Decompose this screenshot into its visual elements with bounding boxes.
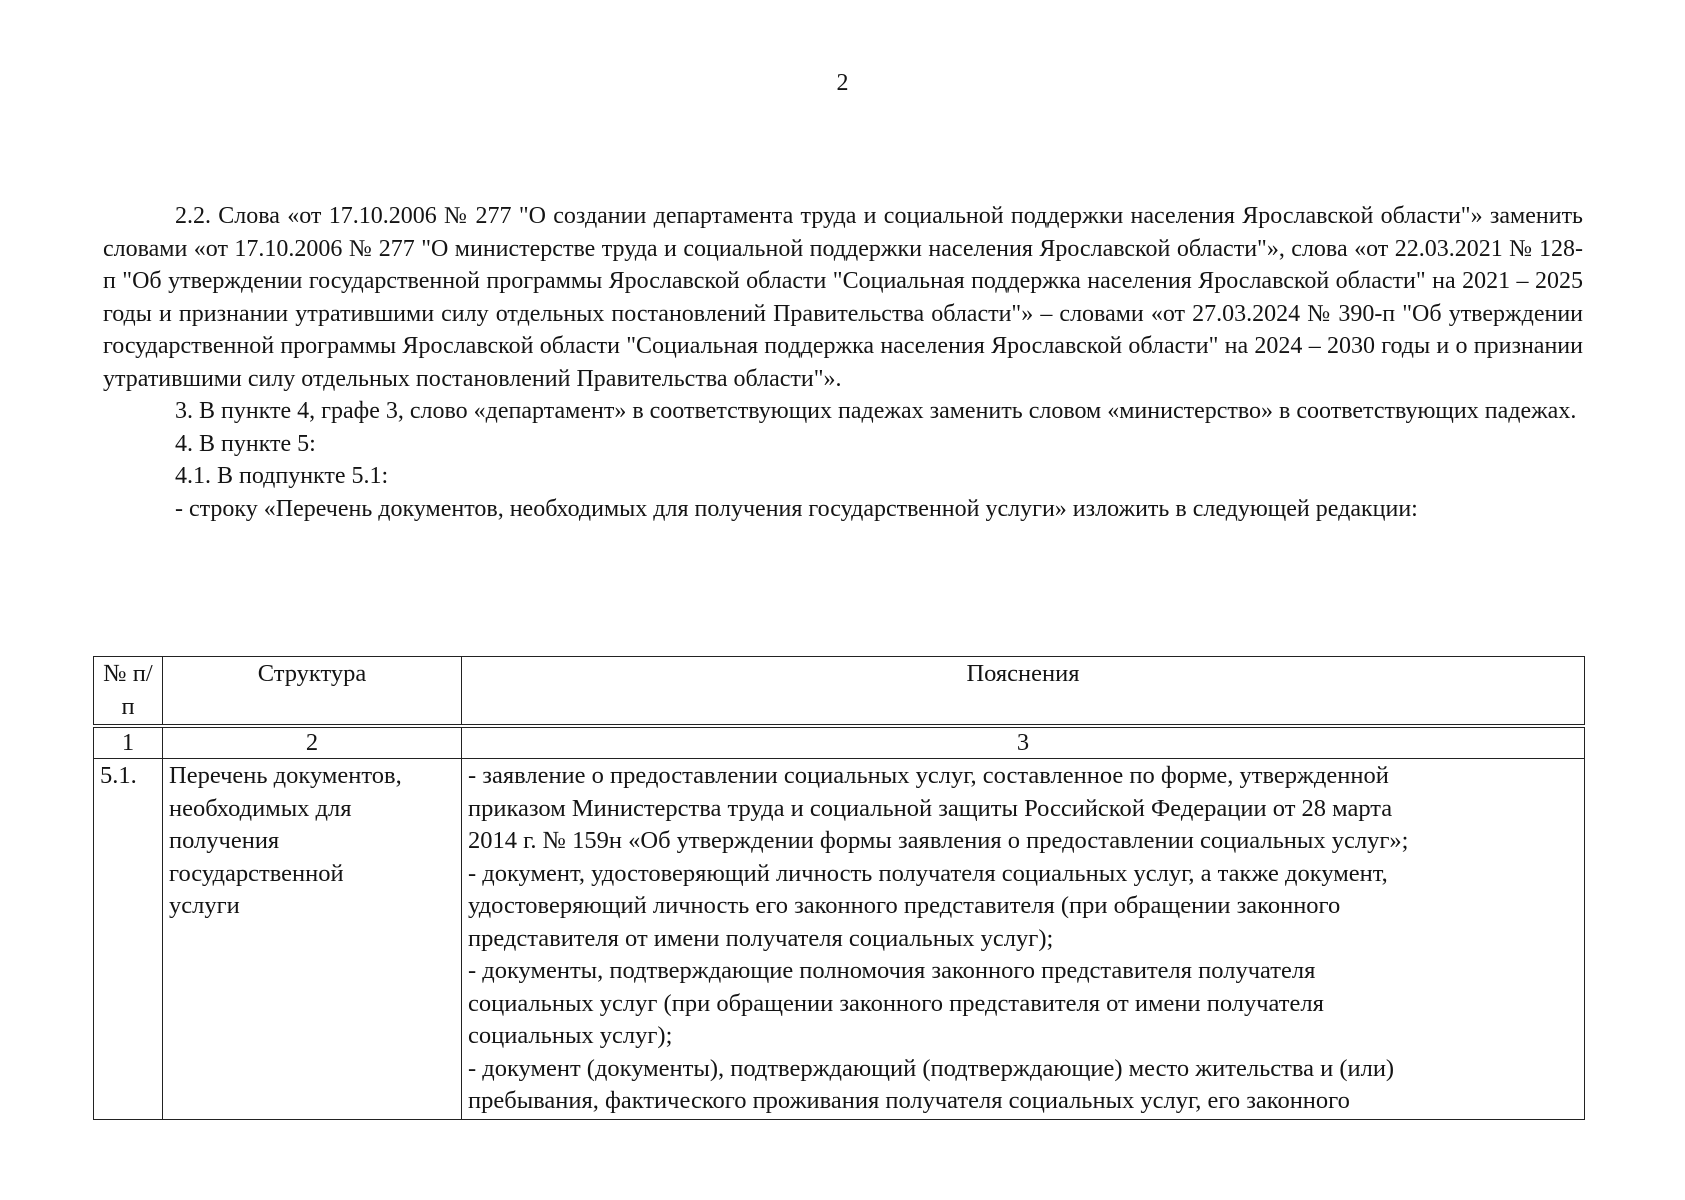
paragraph-4-1: 4.1. В подпункте 5.1: <box>175 463 389 489</box>
paragraph-4: 4. В пункте 5: <box>175 430 316 457</box>
explanation-line: приказом Министерства труда и социальной защиты Российской Федерации от 28 марта <box>468 794 1393 822</box>
page-number: 2 <box>836 70 849 96</box>
explanation-line: социальных услуг); <box>468 1022 673 1049</box>
header-structure: Структура <box>163 657 462 727</box>
row-structure <box>163 759 462 1120</box>
structure-line: государственной <box>169 859 344 887</box>
explanation-line: удостоверяющий личность его законного представителя (при обращении законного <box>468 892 1341 919</box>
explanation-line: 2014 г. № 159н «Об утверждении формы заявления о предоставлении социальных услуг»; <box>468 827 1409 854</box>
explanation-line: - документ, удостоверяющий личность получателя социальных услуг, а также документ, <box>468 859 1388 887</box>
structure-line: услуги <box>169 892 240 919</box>
row-explanations <box>462 759 1585 1120</box>
explanation-line: - документы, подтверждающие полномочия законного представителя получателя <box>468 957 1316 984</box>
table-header-row <box>94 657 1585 727</box>
paragraph-2-2: 2.2. Слова «от 17.10.2006 № 277 "О создании департамента труда и социальной поддержки населения Ярославской области"» заменить словами «от 17.10.2006 № 277 "О министерстве труда и социальной поддержки населения Ярославской области"», слова «от 22.03.2021 № 128-п "Об утверждении государственной программы Ярославской области "Социальная поддержка населения Ярославской области" на 2021 – 2025 годы и признании утратившими силу отдельных постановлений Правительства области"» – словами «от 27.03.2024 № 390-п "Об утверждении государственной программы Ярославской области "Социальная поддержка населения Ярославской области" на 2024 – 2030 годы и о признании утратившими силу отдельных постановлений Правительства области"». <box>103 203 1583 392</box>
structure-line: получения <box>169 827 280 854</box>
row-number: 5.1. <box>94 759 163 1120</box>
header-explanations: Пояснения <box>462 657 1585 727</box>
column-number-2: 2 <box>163 726 462 759</box>
paragraph-3: 3. В пункте 4, графе 3, слово «департамент» в соответствующих падежах заменить словом «министерство» в соответствующих падежах. <box>175 398 1577 424</box>
paragraph-line-instruction: - строку «Перечень документов, необходимых для получения государственной услуги» изложить в следующей редакции: <box>175 495 1418 522</box>
structure-line: Перечень документов, <box>169 762 402 789</box>
services-table <box>93 656 1585 1120</box>
column-number-1: 1 <box>94 726 163 759</box>
explanation-line: - заявление о предоставлении социальных услуг, составленное по форме, утвержденной <box>468 762 1389 789</box>
table-row <box>94 759 1585 1120</box>
explanation-line: - документ (документы), подтверждающий (подтверждающие) место жительства и (или) <box>468 1054 1395 1082</box>
structure-line: необходимых для <box>169 794 352 822</box>
explanation-line: пребывания, фактического проживания получателя социальных услуг, его законного <box>468 1087 1350 1114</box>
table-column-numbers-row <box>94 726 1585 759</box>
explanation-line: представителя от имени получателя социальных услуг); <box>468 924 1054 952</box>
explanation-line: социальных услуг (при обращении законного представителя от имени получателя <box>468 989 1324 1017</box>
column-number-3: 3 <box>462 726 1585 759</box>
header-number: № п/п <box>94 657 163 727</box>
document-body <box>103 200 1583 525</box>
